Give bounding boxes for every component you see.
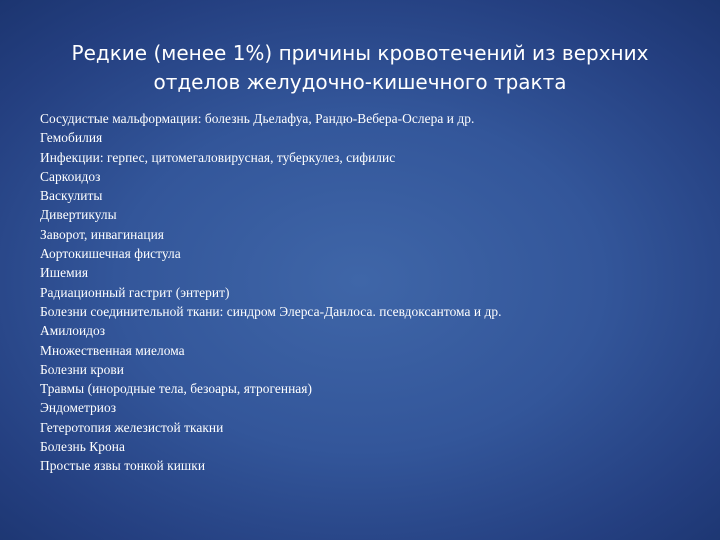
- list-item: Гемобилия: [40, 130, 103, 146]
- list-item: Дивертикулы: [40, 207, 117, 223]
- list-item: Амилоидоз: [40, 323, 106, 339]
- list-item: Болезнь Крона: [40, 439, 125, 455]
- list-item: Множественная миелома: [40, 342, 185, 358]
- list-item: Васкулиты: [40, 188, 103, 204]
- cause-list: [40, 109, 700, 476]
- list-item: Болезни крови: [40, 361, 125, 377]
- list-item: Сосудистые мальформации: болезнь Дьелафуа, Рандю-Вебера-Ослера и др.: [40, 111, 475, 126]
- list-item: Гетеротопия железистой ткакни: [40, 419, 224, 435]
- list-item: Эндометриоз: [40, 400, 117, 416]
- slide-title-line-1: Редкие (менее 1%) причины кровотечений из верхних: [71, 41, 649, 65]
- slide-title: [20, 39, 700, 97]
- list-item: Саркоидоз: [40, 168, 101, 184]
- list-item: Аортокишечная фистула: [40, 246, 181, 262]
- list-item: Болезни соединительной ткани: синдром Элерса-Данлоса. псевдоксантома и др.: [40, 303, 502, 319]
- list-item: Простые язвы тонкой кишки: [40, 458, 206, 474]
- list-item: Инфекции: герпес, цитомегаловирусная, туберкулез, сифилис: [40, 149, 396, 165]
- list-item: Радиационный гастрит (энтерит): [40, 284, 230, 300]
- list-item: Ишемия: [40, 265, 89, 281]
- list-item: Заворот, инвагинация: [40, 226, 165, 242]
- list-item: Травмы (инородные тела, безоары, ятрогенная): [40, 381, 312, 397]
- slide-title-line-2: отделов желудочно-кишечного тракта: [153, 70, 567, 94]
